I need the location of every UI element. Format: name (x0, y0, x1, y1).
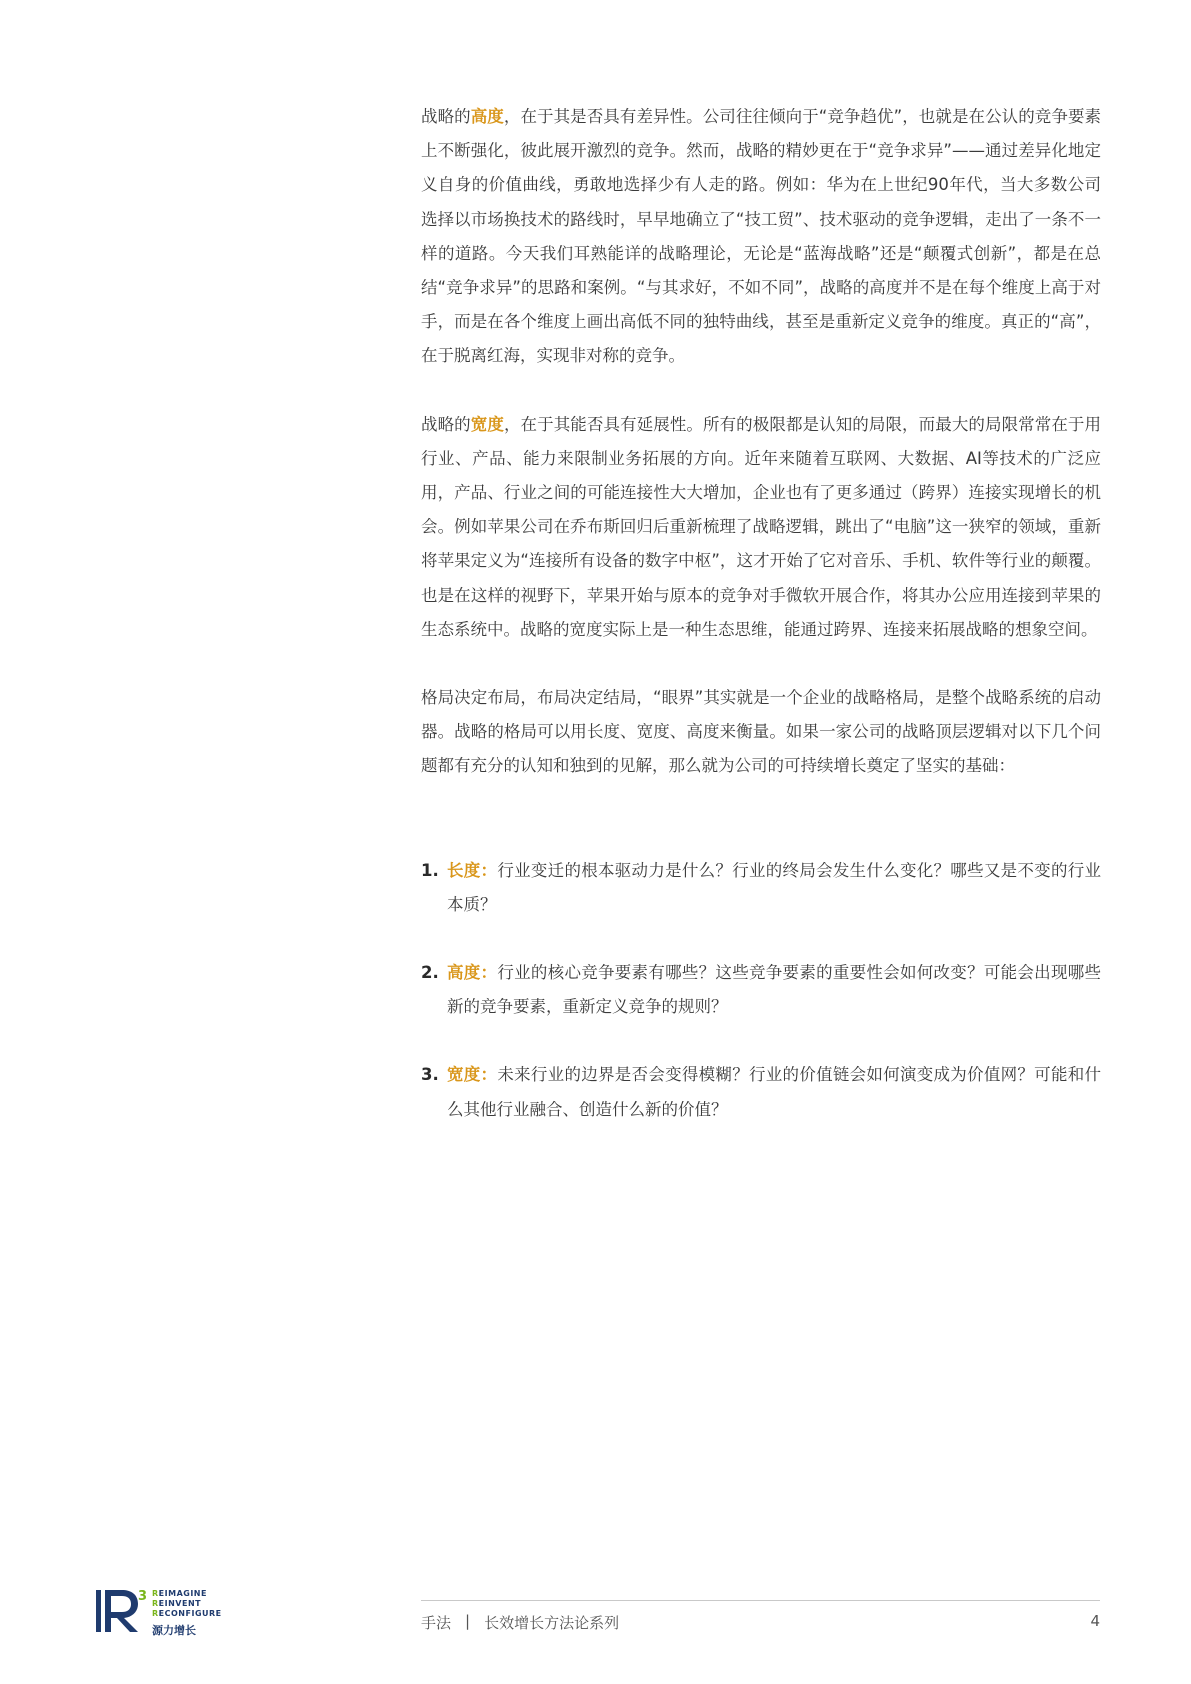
main-content (421, 100, 1101, 1161)
list-label: 宽度： (447, 1065, 498, 1085)
paragraph-height (421, 100, 1101, 374)
list-text: 行业的核心竞争要素有哪些？这些竞争要素的重要性会如何改变？可能会出现哪些新的竞争要素，重新定义竞争的规则？ (447, 963, 1102, 1017)
list-text: 未来行业的边界是否会变得模糊？行业的价值链会如何演变成为价值网？可能和什么其他行业融合、创造什么新的价值？ (447, 1065, 1102, 1119)
list-number: 2. (421, 963, 439, 983)
brand-logo (96, 1587, 246, 1637)
highlight-term: 高度 (470, 107, 504, 126)
list-item (421, 1058, 1101, 1126)
r3-logo-icon (96, 1587, 148, 1635)
logo-cn-name: 源力增长 (152, 1624, 196, 1637)
list-item (421, 956, 1101, 1024)
paragraph-body: 格局决定布局，布局决定结局，“眼界”其实就是一个企业的战略格局，是整个战略系统的启动器。战略的格局可以用长度、宽度、高度来衡量。如果一家公司的战略顶层逻辑对以下几个问题都有充分的认知和独到的见解，那么就为公司的可持续增长奠定了坚实的基础： (421, 688, 1101, 776)
list-label: 高度： (447, 963, 498, 983)
list-label: 长度： (447, 860, 498, 880)
footer-section: 手法 (421, 1614, 452, 1632)
list-item (421, 854, 1101, 922)
logo-tagline: REIMAGINE REINVENT RECONFIGURE (152, 1589, 222, 1618)
footer-separator: | (465, 1612, 471, 1630)
paragraph-body: ，在于其能否具有延展性。所有的极限都是认知的局限，而最大的局限常常在于用行业、产品、能力来限制业务拓展的方向。近年来随着互联网、大数据、AI等技术的广泛应用，产品、行业之间的可能连接性大大增加，企业也有了更多通过（跨界）连接实现增长的机会。例如苹果公司在乔布斯回归后重新梳理了战略逻辑，跳出了“电脑”这一狭窄的领域，重新将苹果定义为“连接所有设备的数字中枢”，这才开始了它对音乐、手机、软件等行业的颠覆。也是在这样的视野下，苹果开始与原本的竞争对手微软开展合作，将其办公应用连接到苹果的生态系统中。战略的宽度实际上是一种生态思维，能通过跨界、连接来拓展战略的想象空间。 (421, 414, 1102, 639)
list-number: 3. (421, 1065, 439, 1085)
paragraph-pattern (421, 681, 1101, 784)
list-number: 1. (421, 860, 439, 880)
footer-breadcrumb (421, 1612, 619, 1633)
logo-superscript: 3 (138, 1589, 148, 1604)
question-list (421, 854, 1101, 1127)
paragraph-prefix: 战略的 (421, 414, 471, 434)
paragraph-body: ，在于其是否具有差异性。公司往往倾向于“竞争趋优”，也就是在公认的竞争要素上不断强化，彼此展开激烈的竞争。然而，战略的精妙更在于“竞争求异”——通过差异化地定义自身的价值曲线，勇敢地选择少有人走的路。例如：华为在上世纪90年代，当大多数公司选择以市场换技术的路线时，早早地确立了“技工贸”、技术驱动的竞争逻辑，走出了一条不一样的道路。今天我们耳熟能详的战略理论，无论是“蓝海战略”还是“颠覆式创新”，都是在总结“竞争求异”的思路和案例。“与其求好，不如不同”，战略的高度并不是在每个维度上高于对手，而是在各个维度上画出高低不同的独特曲线，甚至是重新定义竞争的维度。真正的“高”，在于脱离红海，实现非对称的竞争。 (421, 107, 1102, 366)
page-number: 4 (1090, 1612, 1100, 1630)
paragraph-prefix: 战略的 (421, 107, 471, 126)
paragraph-width (421, 408, 1101, 647)
footer-series: 长效增长方法论系列 (484, 1614, 620, 1632)
list-text: 行业变迁的根本驱动力是什么？行业的终局会发生什么变化？哪些又是不变的行业本质？ (447, 860, 1102, 914)
footer-divider (421, 1600, 1100, 1601)
highlight-term: 宽度 (470, 414, 504, 434)
